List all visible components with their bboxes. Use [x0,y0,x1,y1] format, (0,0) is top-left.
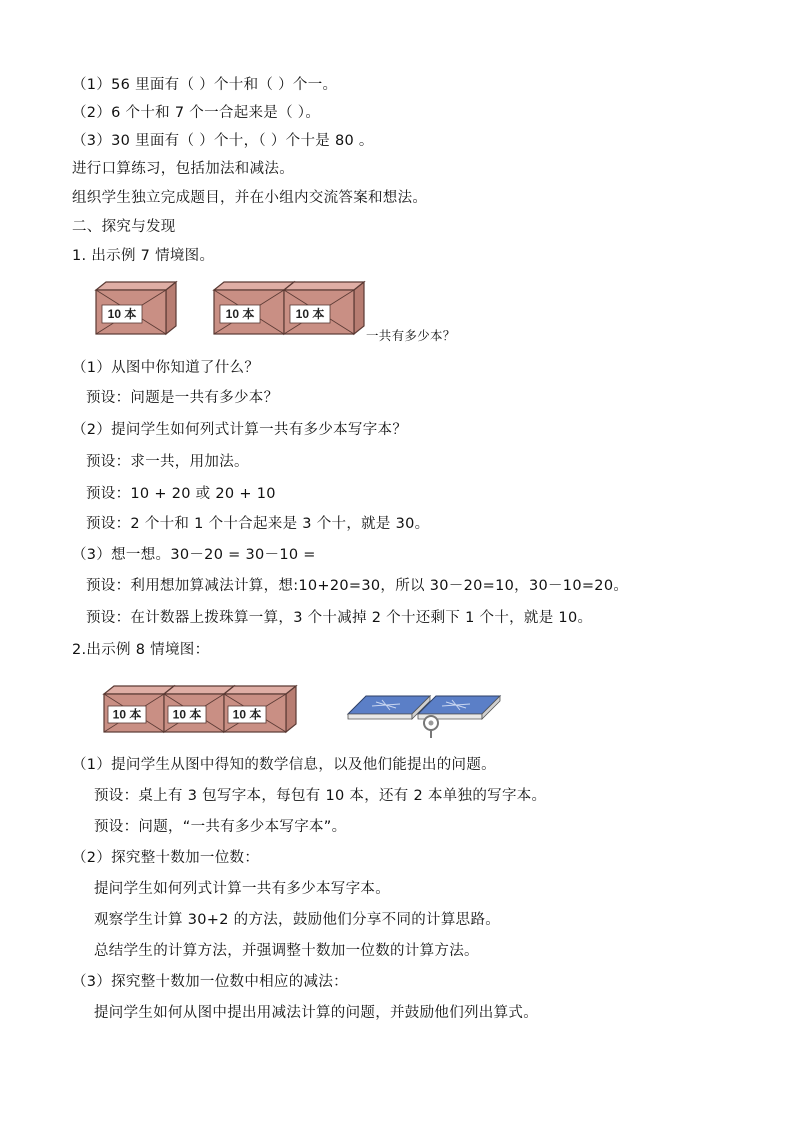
ex7-preset-5: 预设：利用想加算减法计算，想:10+20=30，所以 30－20=10，30－10=20。 [86,578,629,594]
ex8-preset-2: 预设：问题，“一共有多少本写字本”。 [94,819,347,835]
book-pack-label: 10 本 [225,307,255,321]
section-heading: 二、探究与发现 [72,219,176,235]
oral-practice-text: 进行口算练习，包括加法和减法。 [72,161,294,177]
ex8-item-2: （2）探究整十数加一位数： [72,850,260,866]
ex8-step-2: 观察学生计算 30+2 的方法，鼓励他们分享不同的计算思路。 [94,912,501,928]
ex7-item-1: （1）从图中你知道了什么？ [72,360,260,376]
ex8-item-1: （1）提问学生从图中得知的数学信息，以及他们能提出的问题。 [72,757,496,773]
book-pack-label: 10 本 [172,707,202,722]
ex8-step-1: 提问学生如何列式计算一共有多少本写字本。 [94,881,390,897]
ex7-item-2: （2）提问学生如何列式计算一共有多少本写字本？ [72,422,408,438]
book-pack-3 [224,686,296,732]
book-pack-label: 10 本 [232,707,262,722]
ex7-preset-2: 预设：求一共，用加法。 [86,454,249,470]
ex7-item-3: （3）想一想。30－20 = 30－10 = [72,547,316,563]
example-7-title: 1. 出示例 7 情境图。 [72,248,215,264]
ex7-preset-1: 预设：问题是一共有多少本？ [86,390,279,406]
ex8-step-3: 总结学生的计算方法，并强调整十数加一位数的计算方法。 [94,943,479,959]
example-8-title: 2.出示例 8 情境图： [72,642,210,658]
example-7-boxes-figure [90,276,380,338]
book-pack-1 [96,282,176,334]
question-2: （2）6 个十和 7 个一合起来是（ ）。 [72,105,321,121]
ex8-preset-1: 预设：桌上有 3 包写字本，每包有 10 本，还有 2 本单独的写字本。 [94,788,547,804]
ex7-preset-6: 预设：在计数器上拨珠算一算，3 个十减掉 2 个十还剩下 1 个十，就是 10。 [86,610,593,626]
book-pack-label: 10 本 [107,307,137,321]
example-7-caption: 一共有多少本？ [366,328,456,343]
group-exchange-text: 组织学生独立完成题目，并在小组内交流答案和想法。 [72,190,428,206]
book-pack-label: 10 本 [112,707,142,722]
ex7-preset-4: 预设：2 个十和 1 个十合起来是 3 个十，就是 30。 [86,516,430,532]
ex8-step-4: 提问学生如何从图中提出用减法计算的问题，并鼓励他们列出算式。 [94,1005,538,1021]
book-pack-label: 10 本 [295,307,325,321]
ex8-item-3: （3）探究整十数加一位数中相应的减法： [72,974,348,990]
magnifier-icon [424,716,438,738]
question-3: （3）30 里面有（ ）个十，（ ）个十是 80 。 [72,133,374,149]
example-8-figure [100,680,510,742]
book-pack-2 [214,282,294,334]
book-pack-3 [284,282,364,334]
question-1: （1）56 里面有（ ）个十和（ ）个一。 [72,77,338,93]
ex7-preset-3: 预设：10 + 20 或 20 + 10 [86,486,276,502]
